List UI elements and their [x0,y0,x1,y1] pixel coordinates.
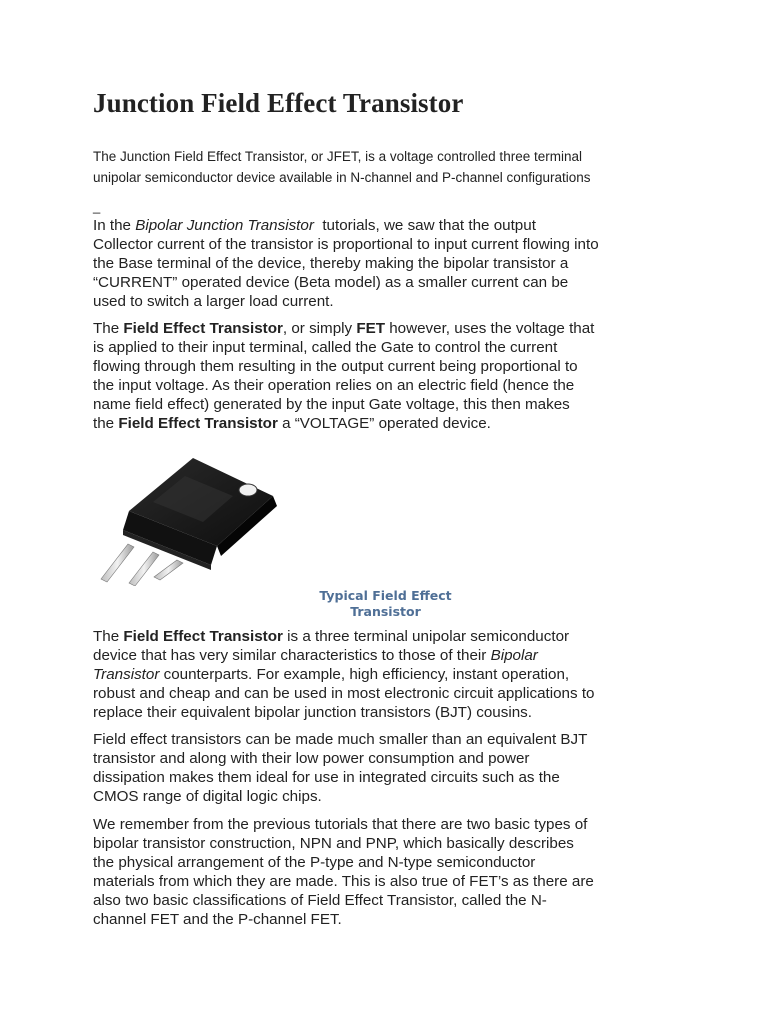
text-line: the input voltage. As their operation relies on an electric field (hence the [93,377,575,394]
text-line: used to switch a larger load current. [93,293,334,310]
paragraph-fet-size [93,730,678,806]
text-line: channel FET and the P-channel FET. [93,911,342,928]
text-line: the physical arrangement of the P-type and N-type semiconductor [93,854,536,871]
text-line: flowing through them resulting in the output current being proportional to [93,358,578,375]
text-line: Field effect transistors can be made much smaller than an equivalent BJT [93,731,588,748]
text-line: device that has very similar characteristics to those of their Bipolar [93,647,538,664]
text-line: also two basic classifications of Field Effect Transistor, called the N- [93,892,547,909]
text-line: is applied to their input terminal, called the Gate to control the current [93,339,558,356]
text-line: robust and cheap and can be used in most electronic circuit applications to [93,685,595,702]
paragraph-fet-voltage [93,319,678,433]
bold-text: Field Effect Transistor [123,320,283,337]
bold-text: Field Effect Transistor [118,415,278,432]
text-line: the Field Effect Transistor a “VOLTAGE” operated device. [93,415,491,432]
bold-text: Field Effect Transistor [123,628,283,645]
text-line: Collector current of the transistor is proportional to input current flowing into [93,236,599,253]
text-line: The Field Effect Transistor, or simply FET however, uses the voltage that [93,320,595,337]
text-line: “CURRENT” operated device (Beta model) as a smaller current can be [93,274,569,291]
paragraph-fet-characteristics [93,627,678,722]
bold-text: FET [356,320,386,337]
document-page [93,88,673,928]
text-line: materials from which they are made. This is also true of FET’s as there are [93,873,594,890]
intro-line: unipolar semiconductor device available in N-channel and P-channel configurations [93,170,591,185]
text-line: Transistor counterparts. For example, high efficiency, instant operation, [93,666,570,683]
intro-paragraph [93,146,673,188]
text-line: The Field Effect Transistor is a three terminal unipolar semiconductor [93,628,570,645]
text-line: name field effect) generated by the input Gate voltage, this then makes [93,396,570,413]
page-title: Junction Field Effect Transistor [93,88,464,118]
intro-line: The Junction Field Effect Transistor, or JFET, is a voltage controlled three terminal [93,149,582,164]
figure-caption: Typical Field Effect Transistor [319,588,452,619]
paragraph-fet-types [93,815,678,929]
text-line: replace their equivalent bipolar junction transistors (BJT) cousins. [93,704,532,721]
text-line: In the Bipolar Junction Transistor tutorials, we saw that the output [93,217,536,234]
paragraph-bjt-comparison [93,216,678,311]
text-line: We remember from the previous tutorials that there are two basic types of [93,816,588,833]
transistor-image [93,444,293,586]
text-line: the Base terminal of the device, thereby making the bipolar transistor a [93,255,569,272]
text-line: CMOS range of digital logic chips. [93,788,322,805]
text-line: bipolar transistor construction, NPN and PNP, which basically describes [93,835,574,852]
separator-dash: _ [93,199,101,214]
emphasis-text: Bipolar [490,647,538,664]
text-line: transistor and along with their low power consumption and power [93,750,530,767]
emphasis-text: Bipolar Junction Transistor [135,217,314,234]
emphasis-text: Transistor [93,666,160,683]
fet-package-illustration [93,444,293,586]
text-line: dissipation makes them ideal for use in integrated circuits such as the [93,769,560,786]
